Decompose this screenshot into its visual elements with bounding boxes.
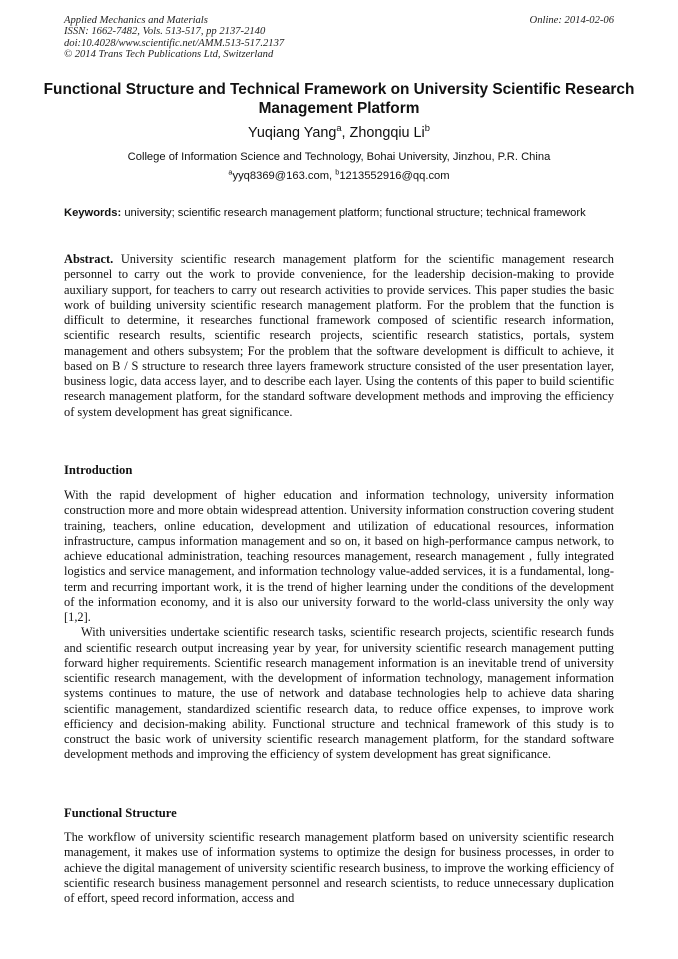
- author-mark: b: [424, 123, 430, 134]
- author-mark: a: [336, 123, 342, 134]
- email-mark: b: [335, 167, 340, 177]
- section-heading-introduction: Introduction: [64, 463, 133, 477]
- author-name: Yuqiang Yang: [248, 125, 337, 141]
- keywords-text: university; scientific research management platform; functional structure; technical framework: [124, 207, 586, 219]
- email-line: [40, 169, 638, 183]
- paragraph: The workflow of university scientific research management platform based on university scientific research management, it makes use of information systems to optimize the design for business processes, in order to achieve the digital management of university scientific research business, to improve the working efficiency of scientific research business management personnel and research scientists, to reduce unnecessary duplication of effort, speed record information, access and: [64, 830, 614, 905]
- journal-header: [64, 15, 284, 61]
- issn-line: ISSN: 1662-7482, Vols. 513-517, pp 2137-2140: [64, 26, 266, 38]
- email-address: 1213552916@qq.com: [339, 170, 450, 182]
- email-separator: ,: [329, 170, 336, 182]
- author-line: [40, 124, 638, 142]
- affiliation: College of Information Science and Technology, Bohai University, Jinzhou, P.R. China: [127, 151, 551, 163]
- paragraph: With universities undertake scientific research tasks, scientific research projects, scientific research funds and scientific research output increasing year by year, for university scientific research management putting forward higher requirements. Scientific research management information is an inevitable trend of university scientific research management, with the development of information technology, management information systems continues to mature, the use of network and database technologies help to achieve data sharing scientific management, standardized scientific research data, to reduce office expenses, to improve work efficiency and decision-making ability. Functional structure and technical framework of this study is to construct the basic work of university scientific research management platform, for the standard software development methods and improving the efficiency of system development has great significance.: [64, 625, 614, 762]
- email-mark: a: [228, 167, 233, 177]
- copyright-line: © 2014 Trans Tech Publications Ltd, Switzerland: [64, 49, 274, 61]
- email-address: yyq8369@163.com: [232, 170, 330, 182]
- keywords-block: [64, 206, 614, 221]
- abstract-label: Abstract.: [64, 252, 114, 266]
- journal-name: Applied Mechanics and Materials: [64, 15, 208, 26]
- author-separator: ,: [341, 125, 350, 141]
- introduction-body: [64, 488, 614, 763]
- paper-title: Functional Structure and Technical Framework on University Scientific Research Management Platform: [43, 81, 635, 117]
- author-name: Zhongqiu Li: [349, 125, 425, 141]
- functional-structure-body: [64, 830, 614, 906]
- keywords-label: Keywords:: [64, 207, 122, 219]
- section-heading-functional-structure: Functional Structure: [64, 806, 177, 820]
- abstract-block: [64, 252, 614, 420]
- online-date: Online: 2014-02-06: [529, 15, 614, 26]
- abstract-text: University scientific research management platform for the scientific management research personnel to carry out the work to provide convenience, for the leadership decision-making to provide auxiliary support, for teachers to carry out research activities to provide services. This paper studies the basic work of building university scientific research management platform. For the problem that the function is difficult to determine, it researches functional framework composed of scientific research information, scientific research results, scientific research projects, scientific research statistics, portals, system management and others subsystem; For the problem that the software development is difficult to achieve, it based on B / S structure to research three layers framework structure consisted of the user presentation layer, business logic, data access layer, and to describe each layer. Using the contents of this paper to build scientific research management platform, for the standard software development methods and improving the efficiency of system development has great significance.: [64, 252, 614, 419]
- paragraph: With the rapid development of higher education and information technology, university information construction more and more obtain widespread attention. University information construction covering student training, teachers, online education, development and utilization of educational resources, information infrastructure, campus information management and so on, it based on high-performance campus network, to achieve educational administration, teaching resources management, research management , fully integrated logistics and service management, and information technology value-added services, it is a fundamental, long-term and recurring important work, it is the trend of higher learning under the conditions of the development of the information economy, and it is also our university forward to the world-class university the only way [1,2].: [64, 488, 614, 624]
- doi-line: doi:10.4028/www.scientific.net/AMM.513-517.2137: [64, 37, 285, 49]
